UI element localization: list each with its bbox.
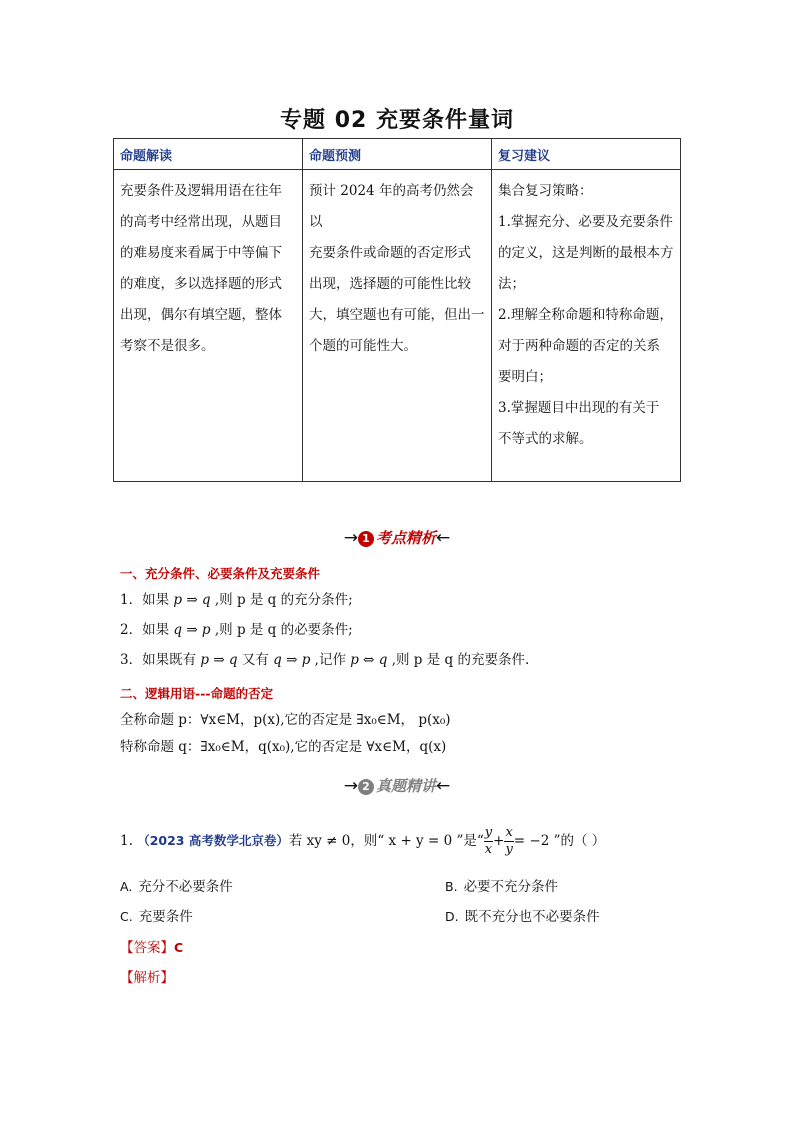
number-badge: 1 <box>358 531 374 547</box>
option-d[interactable] <box>445 905 600 925</box>
math-expression: q ⇒ p <box>173 622 211 638</box>
math-expression: p ⇒ q <box>173 592 211 608</box>
text: 又有 <box>237 652 274 668</box>
question-number: 1. <box>120 833 133 849</box>
item-number: 3． <box>120 652 143 668</box>
subheading-negation: 二、逻辑用语---命题的否定 <box>120 686 274 701</box>
text: 如果 <box>142 622 174 638</box>
math-expression: q ⇒ p <box>273 652 311 668</box>
overview-table <box>113 138 681 482</box>
math-expression: p ⇒ q <box>200 652 238 668</box>
text: ,则 p 是 q 的充分条件; <box>210 592 353 608</box>
subheading-conditions: 一、充分条件、必要条件及充要条件 <box>120 566 321 581</box>
option-key: B. <box>445 879 458 894</box>
header-prediction: 命题预测 <box>303 139 492 170</box>
fraction-x-over-y <box>504 825 513 858</box>
arrow-left-icon: ← <box>436 776 451 796</box>
header-review-advice: 复习建议 <box>492 139 681 170</box>
question-1 <box>120 825 605 858</box>
advice-line: 的定义，这是判断的最根本方 <box>498 245 674 261</box>
option-b[interactable] <box>445 875 558 895</box>
text: ,记作 <box>310 652 351 668</box>
option-key: A. <box>120 879 133 894</box>
existential-proposition-line: 特称命题 q：∃x₀∈M，q(x₀),它的否定是 ∀x∈M，q(x) <box>120 739 447 755</box>
prediction-line: 充要条件或命题的否定形式 <box>309 245 471 261</box>
advice-line: 要明白； <box>498 369 552 385</box>
section-label: 考点精析 <box>375 529 436 547</box>
option-text: 充分不必要条件 <box>138 879 233 895</box>
text: ,则 p 是 q 的充要条件. <box>387 652 530 668</box>
advice-line: 不等式的求解。 <box>498 431 593 447</box>
advice-line: 集合复习策略： <box>498 183 593 199</box>
advice-line: 1.掌握充分、必要及充要条件 <box>498 214 673 230</box>
arrow-right-icon: → <box>343 528 358 548</box>
text: 如果 <box>142 592 174 608</box>
question-text: 若 xy ≠ 0，则“ x + y = 0 ”是“ <box>288 833 484 849</box>
definition-line <box>120 588 353 608</box>
fraction-y-over-x <box>484 825 493 858</box>
option-text: 充要条件 <box>138 909 193 925</box>
definition-line <box>120 618 353 638</box>
interpretation-line: 出现，偶尔有填空题，整体 <box>120 307 282 323</box>
item-number: 2． <box>120 622 143 638</box>
page-title: 专题 02 充要条件量词 <box>280 108 514 133</box>
text: 如果既有 <box>142 652 201 668</box>
option-a[interactable] <box>120 875 233 895</box>
advice-line: 法； <box>498 276 525 292</box>
interpretation-line: 的高考中经常出现，从题目 <box>120 214 282 230</box>
plus-sign: + <box>493 833 505 849</box>
answer-label: 【答案】 <box>120 940 174 956</box>
header-interpretation: 命题解读 <box>114 139 303 170</box>
option-text: 既不充分也不必要条件 <box>464 909 600 925</box>
prediction-line: 预计 2024 年的高考仍然会以 <box>309 183 474 230</box>
numerator: x <box>505 825 513 840</box>
prediction-line: 个题的可能性大。 <box>309 338 417 354</box>
prediction-line: 大，填空题也有可能，但出一 <box>309 307 485 323</box>
advice-line: 3.掌握题目中出现的有关于 <box>498 400 660 416</box>
question-text: = −2 ”的（ ） <box>513 833 606 849</box>
number-badge: 2 <box>358 779 374 795</box>
section-heading-key-points <box>0 527 794 548</box>
interpretation-cell <box>114 170 303 482</box>
interpretation-line: 的难易度来看属于中等偏下 <box>120 245 282 261</box>
answer-value: C <box>174 940 184 955</box>
prediction-cell <box>303 170 492 482</box>
arrow-right-icon: → <box>343 776 358 796</box>
question-source: （2023 高考数学北京卷） <box>137 833 289 848</box>
answer <box>120 936 183 956</box>
advice-line: 2.理解全称命题和特称命题， <box>498 307 673 323</box>
text: ,则 p 是 q 的必要条件; <box>210 622 353 638</box>
item-number: 1． <box>120 592 143 608</box>
interpretation-line: 的难度，多以选择题的形式 <box>120 276 282 292</box>
section-heading-real-exam <box>0 775 794 796</box>
interpretation-line: 考察不是很多。 <box>120 338 215 354</box>
analysis <box>120 966 174 986</box>
numerator: y <box>484 825 493 840</box>
arrow-left-icon: ← <box>436 528 451 548</box>
section-label: 真题精讲 <box>375 777 436 795</box>
interpretation-line: 充要条件及逻辑用语在往年 <box>120 183 282 199</box>
review-advice-cell <box>492 170 681 482</box>
option-text: 必要不充分条件 <box>463 879 559 895</box>
prediction-line: 出现，选择题的可能性比较 <box>309 276 471 292</box>
denominator: x <box>484 842 493 857</box>
option-key: D. <box>445 909 459 924</box>
analysis-label: 【解析】 <box>120 970 174 986</box>
definition-line <box>120 648 529 668</box>
option-c[interactable] <box>120 905 193 925</box>
option-key: C. <box>120 909 133 924</box>
advice-line: 对于两种命题的否定的关系 <box>498 338 660 354</box>
math-expression: p ⇔ q <box>350 652 388 668</box>
denominator: y <box>505 842 513 857</box>
universal-proposition-line: 全称命题 p：∀x∈M，p(x),它的否定是 ∃x₀∈M， p(x₀) <box>120 712 451 728</box>
